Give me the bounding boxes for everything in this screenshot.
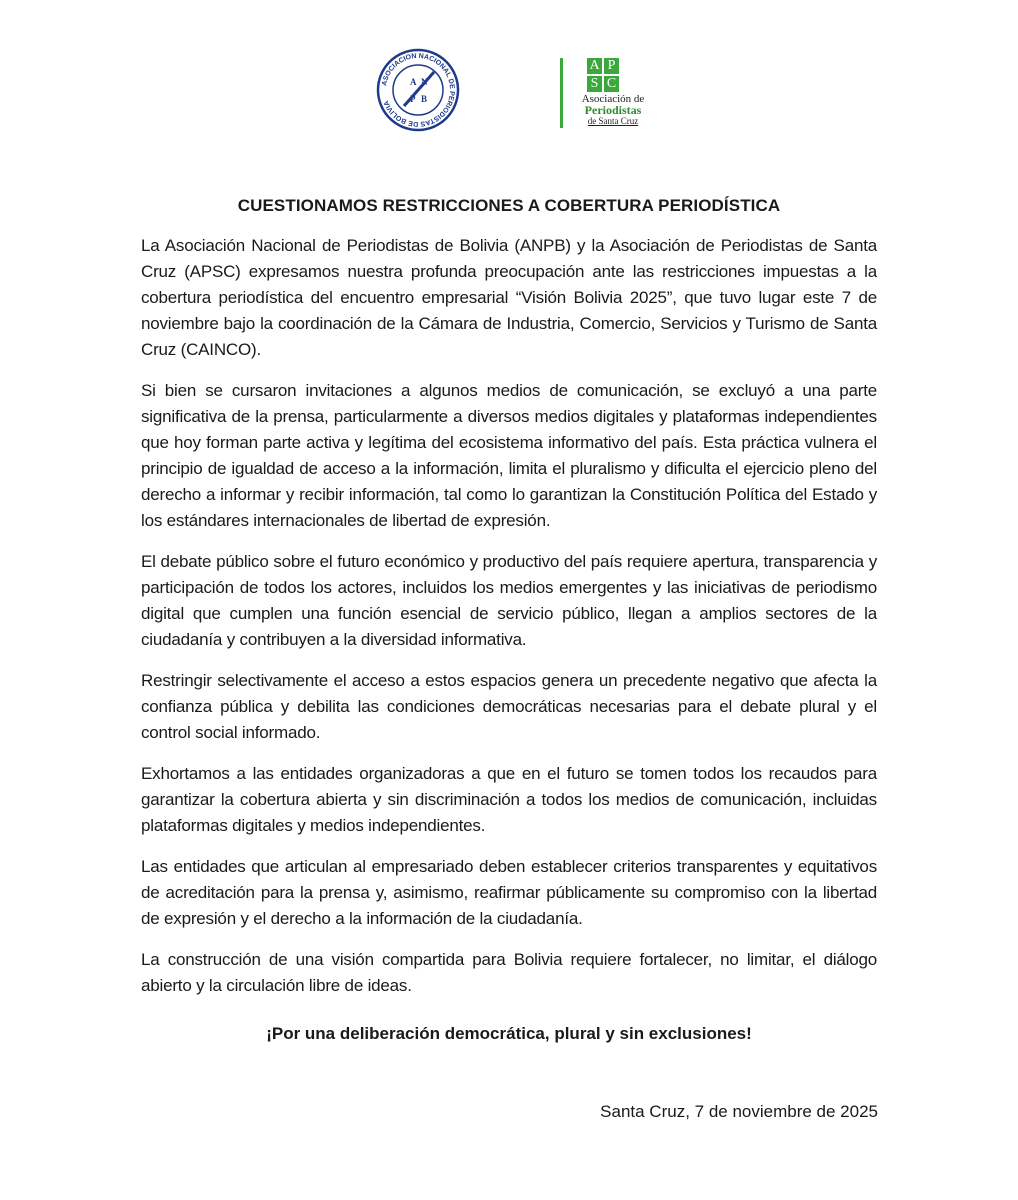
document-body — [141, 233, 877, 1014]
apsc-logo — [556, 54, 652, 136]
apsc-accent-bar — [560, 58, 563, 128]
anpb-ring-text: ASOCIACION NACIONAL DE PERIODISTAS DE BOLIVIA — [381, 52, 456, 128]
paragraph-4: Restringir selectivamente el acceso a estos espacios genera un precedente negativo que afecta la confianza pública y debilita las condiciones democráticas necesarias para el debate plural y el control social informado. — [141, 671, 877, 742]
paragraph-7: La construcción de una visión compartida para Bolivia requiere fortalecer, no limitar, el diálogo abierto y la circulación libre de ideas. — [141, 950, 877, 995]
anpb-initial-p: P — [410, 94, 416, 104]
document-title: CUESTIONAMOS RESTRICCIONES A COBERTURA PERIODÍSTICA — [237, 196, 781, 215]
anpb-initial-n: N — [421, 77, 428, 87]
paragraph-2: Si bien se cursaron invitaciones a algunos medios de comunicación, se excluyó a una parte significativa de la prensa, particularmente a diversos medios digitales y plataformas independientes que hoy forman parte activa y legítima del ecosistema informativo del país. Esta práctica vulnera el principio de igualdad de acceso a la información, limita el pluralismo y dificulta el ejercicio pleno del derecho a informar y recibir información, tal como lo garantizan la Constitución Política del Estado y los estándares internacionales de libertad de expresión. — [141, 381, 877, 530]
apsc-wordmark — [574, 94, 652, 127]
paragraph-5: Exhortamos a las entidades organizadoras a que en el futuro se tomen todos los recaudos para garantizar la cobertura abierta y sin discriminación a todos los medios de comunicación, incluidas plataformas digitales y medios independientes. — [141, 764, 877, 835]
apsc-line-1: Asociación de — [581, 93, 645, 105]
apsc-letter-c: C — [604, 76, 619, 92]
apsc-letter-s: S — [587, 76, 602, 92]
closing-motto: ¡Por una deliberación democrática, plural y sin exclusiones! — [266, 1024, 752, 1043]
apsc-line-2: Periodistas — [584, 103, 642, 117]
dateline: Santa Cruz, 7 de noviembre de 2025 — [600, 1102, 878, 1121]
apsc-letter-a: A — [587, 58, 602, 74]
paragraph-1: La Asociación Nacional de Periodistas de Bolivia (ANPB) y la Asociación de Periodistas de Santa Cruz (APSC) expresamos nuestra profunda preocupación ante las restricciones impuestas a la cobertura periodística del encuentro empresarial “Visión Bolivia 2025”, que tuvo lugar este 7 de noviembre bajo la coordinación de la Cámara de Industria, Comercio, Servicios y Turismo de Santa Cruz (CAINCO). — [141, 236, 877, 359]
anpb-seal-icon — [376, 48, 460, 132]
apsc-line-3: de Santa Cruz — [587, 116, 639, 126]
apsc-letter-grid — [587, 58, 619, 92]
anpb-logo — [376, 48, 460, 132]
paragraph-6: Las entidades que articulan al empresariado deben establecer criterios transparentes y equitativos de acreditación para la prensa y, asimismo, reafirmar públicamente su compromiso con la libertad de expresión y el derecho a la información de la ciudadanía. — [141, 857, 877, 928]
anpb-initial-b: B — [421, 94, 428, 104]
apsc-letter-p: P — [604, 58, 619, 74]
anpb-initial-a: A — [410, 77, 417, 87]
paragraph-3: El debate público sobre el futuro económico y productivo del país requiere apertura, transparencia y participación de todos los actores, incluidos los medios emergentes y las iniciativas de periodismo digital que cumplen una función esencial de servicio público, llegan a amplios sectores de la ciudadanía y contribuyen a la diversidad informativa. — [141, 552, 877, 649]
